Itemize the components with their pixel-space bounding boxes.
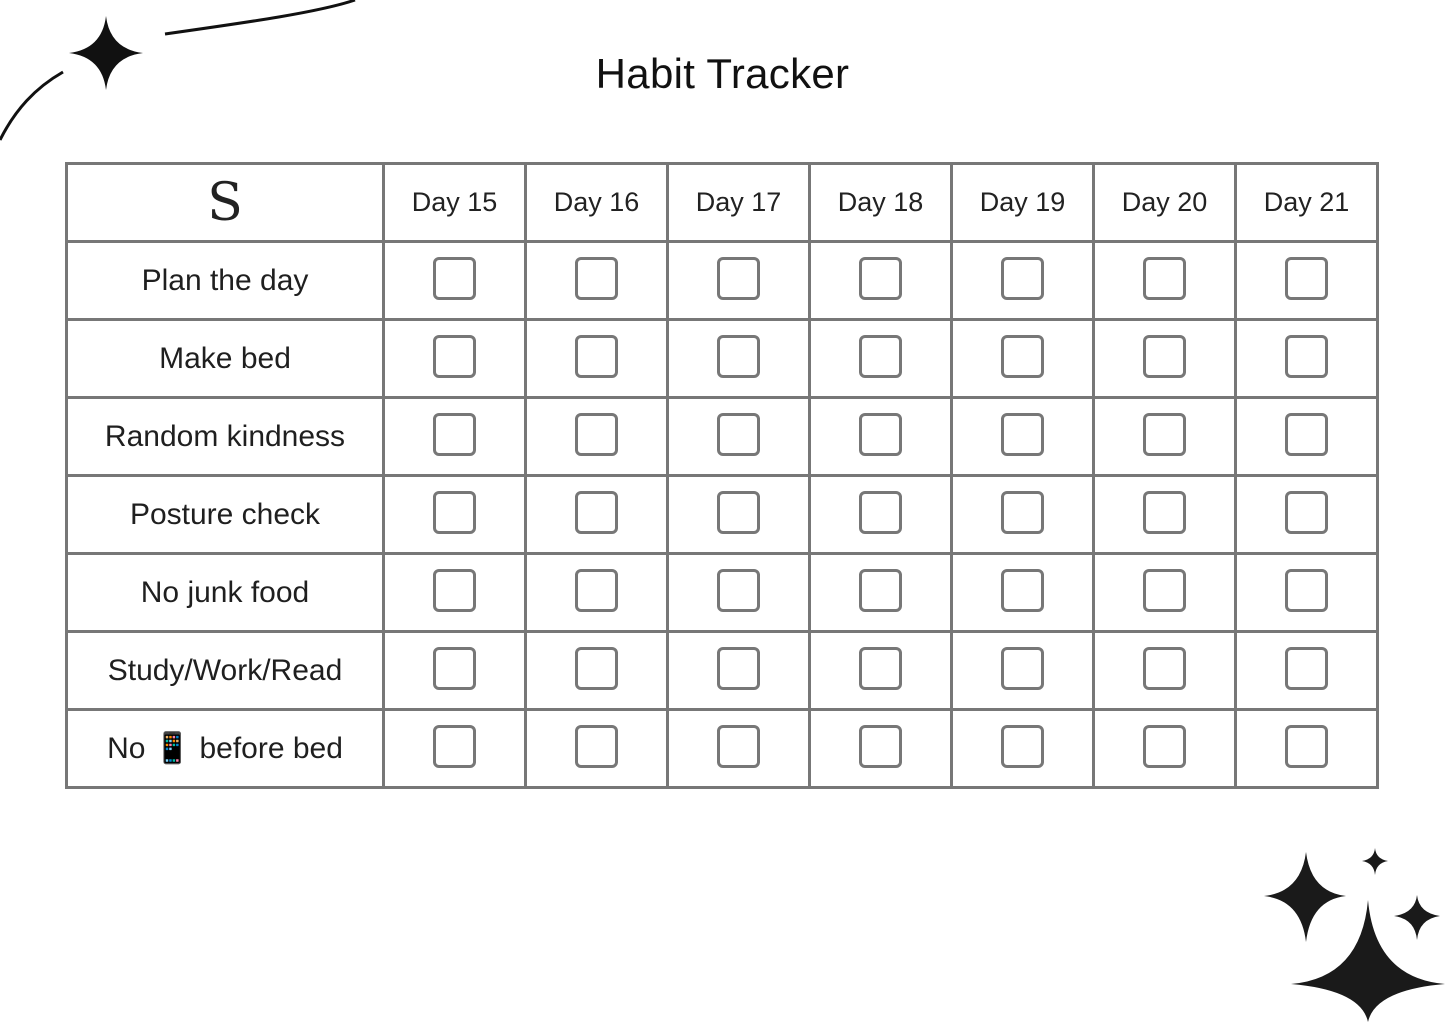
checkbox-cell [526, 242, 668, 320]
checkbox-cell [1236, 476, 1378, 554]
habit-checkbox[interactable] [1143, 491, 1186, 534]
habit-checkbox[interactable] [859, 257, 902, 300]
checkbox-cell [526, 398, 668, 476]
checkbox-cell [952, 710, 1094, 788]
habit-checkbox[interactable] [1143, 569, 1186, 612]
checkbox-cell [668, 320, 810, 398]
habit-label-before: No [107, 732, 146, 765]
checkbox-cell [384, 554, 526, 632]
checkbox-cell [668, 710, 810, 788]
star-icon-bottom-medium [1264, 852, 1346, 942]
habit-checkbox[interactable] [1285, 335, 1328, 378]
habit-label: Make bed [67, 320, 384, 398]
habit-label [67, 710, 384, 788]
habit-row [67, 320, 1378, 398]
day-header: Day 21 [1236, 164, 1378, 242]
checkbox-cell [1094, 554, 1236, 632]
checkbox-cell [1236, 320, 1378, 398]
checkbox-cell [952, 476, 1094, 554]
habit-row [67, 476, 1378, 554]
checkbox-cell [384, 398, 526, 476]
habit-label: Study/Work/Read [67, 632, 384, 710]
habit-label: Random kindness [67, 398, 384, 476]
day-header: Day 19 [952, 164, 1094, 242]
habit-checkbox[interactable] [575, 413, 618, 456]
habit-tracker-table [65, 162, 1379, 789]
logo-cell [67, 164, 384, 242]
habit-checkbox[interactable] [859, 335, 902, 378]
double-s-monogram-icon: S [207, 172, 243, 233]
habit-checkbox[interactable] [1001, 725, 1044, 768]
checkbox-cell [384, 632, 526, 710]
habit-checkbox[interactable] [859, 569, 902, 612]
checkbox-cell [952, 632, 1094, 710]
habit-checkbox[interactable] [717, 257, 760, 300]
habit-label: Plan the day [67, 242, 384, 320]
habit-row [67, 710, 1378, 788]
checkbox-cell [1094, 320, 1236, 398]
checkbox-cell [1236, 398, 1378, 476]
checkbox-cell [810, 398, 952, 476]
checkbox-cell [1094, 632, 1236, 710]
habit-row [67, 398, 1378, 476]
habit-checkbox[interactable] [433, 257, 476, 300]
habit-checkbox[interactable] [1143, 725, 1186, 768]
checkbox-cell [668, 476, 810, 554]
habit-checkbox[interactable] [1001, 413, 1044, 456]
checkbox-cell [1094, 710, 1236, 788]
checkbox-cell [1236, 632, 1378, 710]
habit-checkbox[interactable] [433, 335, 476, 378]
habit-checkbox[interactable] [1001, 647, 1044, 690]
checkbox-cell [384, 320, 526, 398]
checkbox-cell [1236, 554, 1378, 632]
checkbox-cell [668, 242, 810, 320]
checkbox-cell [526, 476, 668, 554]
day-header: Day 15 [384, 164, 526, 242]
habit-checkbox[interactable] [1001, 335, 1044, 378]
checkbox-cell [810, 242, 952, 320]
habit-checkbox[interactable] [717, 413, 760, 456]
habit-checkbox[interactable] [433, 413, 476, 456]
checkbox-cell [384, 476, 526, 554]
checkbox-cell [952, 554, 1094, 632]
checkbox-cell [668, 398, 810, 476]
checkbox-cell [1094, 242, 1236, 320]
habit-checkbox[interactable] [717, 335, 760, 378]
habit-checkbox[interactable] [1143, 257, 1186, 300]
habit-checkbox[interactable] [1001, 569, 1044, 612]
checkbox-cell [526, 710, 668, 788]
habit-checkbox[interactable] [859, 413, 902, 456]
checkbox-cell [810, 554, 952, 632]
habit-checkbox[interactable] [575, 569, 618, 612]
checkbox-cell [384, 710, 526, 788]
header-row [67, 164, 1378, 242]
checkbox-cell [810, 320, 952, 398]
habit-checkbox[interactable] [717, 647, 760, 690]
checkbox-cell [526, 632, 668, 710]
habit-row [67, 632, 1378, 710]
checkbox-cell [1236, 710, 1378, 788]
habit-checkbox[interactable] [1285, 491, 1328, 534]
day-header: Day 16 [526, 164, 668, 242]
habit-rows [67, 242, 1378, 788]
habit-checkbox[interactable] [1285, 413, 1328, 456]
habit-checkbox[interactable] [575, 647, 618, 690]
habit-checkbox[interactable] [1001, 257, 1044, 300]
habit-checkbox[interactable] [433, 725, 476, 768]
habit-checkbox[interactable] [575, 491, 618, 534]
checkbox-cell [952, 398, 1094, 476]
star-icon-bottom-tiny [1362, 848, 1388, 875]
mobile-phone-icon: 📱 [153, 731, 192, 766]
habit-checkbox[interactable] [1143, 647, 1186, 690]
checkbox-cell [668, 554, 810, 632]
habit-checkbox[interactable] [1143, 335, 1186, 378]
checkbox-cell [384, 242, 526, 320]
day-header: Day 20 [1094, 164, 1236, 242]
swoosh-curve-top [165, 0, 355, 34]
habit-checkbox[interactable] [717, 725, 760, 768]
habit-checkbox[interactable] [859, 725, 902, 768]
checkbox-cell [810, 710, 952, 788]
habit-checkbox[interactable] [859, 491, 902, 534]
habit-checkbox[interactable] [433, 647, 476, 690]
checkbox-cell [668, 632, 810, 710]
habit-checkbox[interactable] [1285, 257, 1328, 300]
habit-label-after: before bed [199, 732, 343, 765]
habit-checkbox[interactable] [859, 647, 902, 690]
habit-label: Posture check [67, 476, 384, 554]
checkbox-cell [952, 242, 1094, 320]
habit-checkbox[interactable] [575, 725, 618, 768]
habit-checkbox[interactable] [575, 335, 618, 378]
habit-label: No junk food [67, 554, 384, 632]
habit-checkbox[interactable] [717, 491, 760, 534]
star-icon-bottom-small [1394, 895, 1440, 940]
checkbox-cell [1094, 476, 1236, 554]
habit-checkbox[interactable] [1143, 413, 1186, 456]
checkbox-cell [1236, 242, 1378, 320]
habit-checkbox[interactable] [1001, 491, 1044, 534]
habit-row [67, 242, 1378, 320]
habit-checkbox[interactable] [1285, 647, 1328, 690]
habit-checkbox[interactable] [433, 569, 476, 612]
checkbox-cell [810, 476, 952, 554]
habit-checkbox[interactable] [433, 491, 476, 534]
checkbox-cell [952, 320, 1094, 398]
habit-row [67, 554, 1378, 632]
checkbox-cell [526, 554, 668, 632]
day-header: Day 17 [668, 164, 810, 242]
checkbox-cell [1094, 398, 1236, 476]
habit-checkbox[interactable] [1285, 725, 1328, 768]
checkbox-cell [810, 632, 952, 710]
page-title: Habit Tracker [595, 50, 850, 97]
habit-checkbox[interactable] [1285, 569, 1328, 612]
checkbox-cell [526, 320, 668, 398]
habit-checkbox[interactable] [575, 257, 618, 300]
day-header: Day 18 [810, 164, 952, 242]
habit-checkbox[interactable] [717, 569, 760, 612]
